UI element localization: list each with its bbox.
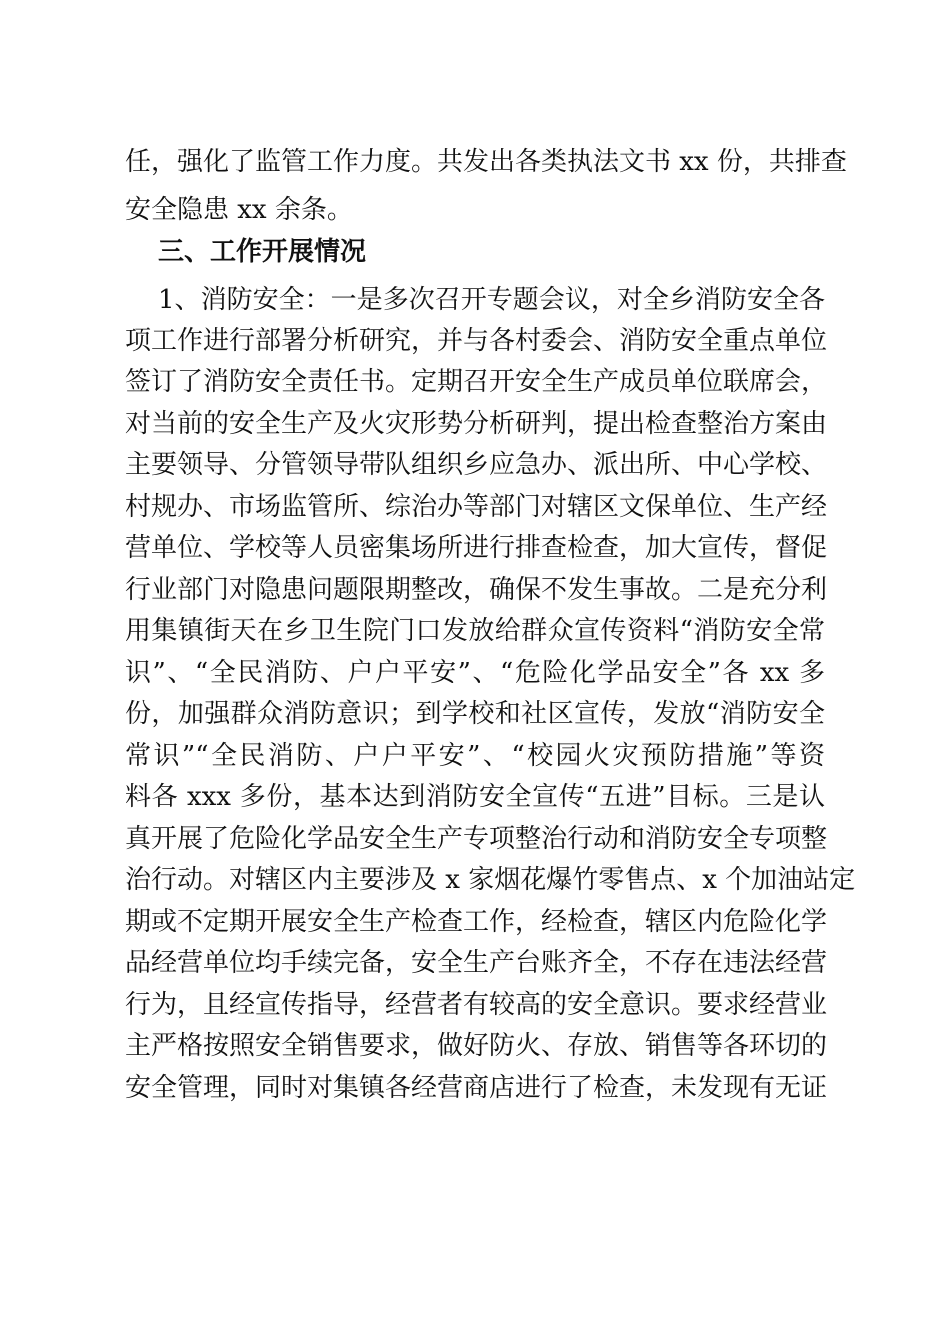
body-line-6: 村规办、市场监管所、综治办等部门对辖区文保单位、生产经	[125, 492, 828, 522]
body-line-7: 营单位、学校等人员密集场所进行排查检查，加大宣传，督促	[125, 533, 828, 563]
body-line-3: 签订了消防安全责任书。定期召开安全生产成员单位联席会，	[125, 367, 828, 397]
body-line-20: 安全管理，同时对集镇各经营商店进行了检查，未发现有无证	[125, 1073, 828, 1103]
body-line-8: 行业部门对隐患问题限期整改，确保不发生事故。二是充分利	[125, 575, 828, 605]
body-line-1: 1、消防安全：一是多次召开专题会议，对全乡消防安全各	[158, 285, 825, 315]
body-line-2: 项工作进行部署分析研究，并与各村委会、消防安全重点单位	[125, 326, 828, 356]
body-line-12: 常识”“全民消防、户户平安”、“校园火灾预防措施”等资	[125, 741, 825, 771]
body-line-11: 份，加强群众消防意识；到学校和社区宣传，发放“消防安全	[125, 699, 825, 729]
section-heading: 三、工作开展情况	[158, 237, 367, 267]
body-line-13: 料各 xxx 多份，基本达到消防安全宣传“五进”目标。三是认	[125, 782, 825, 812]
intro-line-1: 任，强化了监管工作力度。共发出各类执法文书 xx 份，共排查	[125, 147, 847, 177]
body-line-10: 识”、“全民消防、户户平安”、“危险化学品安全”各 xx 多	[125, 658, 825, 688]
body-line-14: 真开展了危险化学品安全生产专项整治行动和消防安全专项整	[125, 824, 828, 854]
body-line-5: 主要领导、分管领导带队组织乡应急办、派出所、中心学校、	[125, 450, 828, 480]
body-line-4: 对当前的安全生产及火灾形势分析研判，提出检查整治方案由	[125, 409, 828, 439]
body-line-9: 用集镇街天在乡卫生院门口发放给群众宣传资料“消防安全常	[125, 616, 825, 646]
body-line-18: 行为，且经宣传指导，经营者有较高的安全意识。要求经营业	[125, 990, 828, 1020]
body-line-19: 主严格按照安全销售要求，做好防火、存放、销售等各环切的	[125, 1031, 828, 1061]
body-line-15: 治行动。对辖区内主要涉及 x 家烟花爆竹零售点、x 个加油站定	[125, 865, 856, 895]
intro-line-2: 安全隐患 xx 余条。	[125, 195, 353, 225]
body-line-17: 品经营单位均手续完备，安全生产台账齐全，不存在违法经营	[125, 948, 828, 978]
body-line-16: 期或不定期开展安全生产检查工作，经检查，辖区内危险化学	[125, 907, 828, 937]
